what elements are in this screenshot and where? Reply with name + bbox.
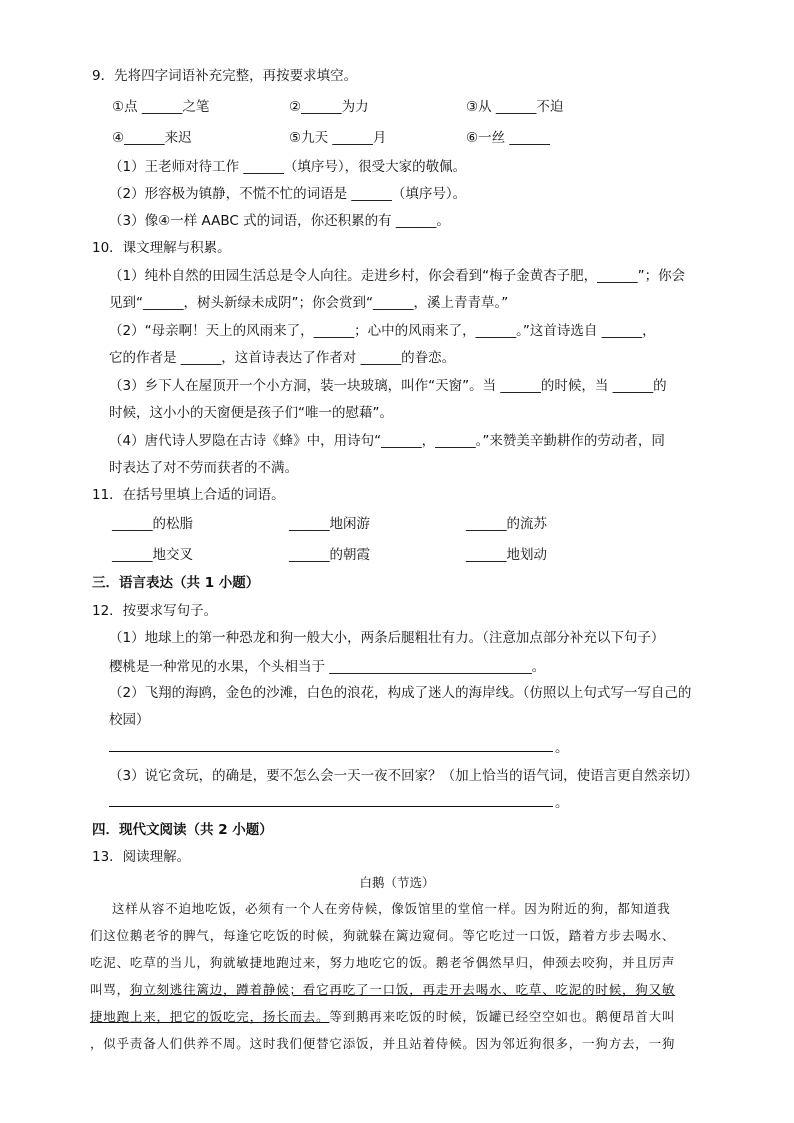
- q9-item-4: ④______来迟: [112, 130, 192, 146]
- q9-sub-3: （3）像④一样 AABC 式的词语，你还积累的有 ______。: [109, 213, 450, 229]
- passage-line-6: ，似乎责备人们供养不周。这时我们便替它添饭，并且站着侍候。因为邻近狗很多，一狗方去，一狗: [90, 1036, 676, 1051]
- q10-sub-1a: （1）纯朴自然的田园生活总是令人向往。走进乡村，你会看到“梅子金黄杏子肥，______”；你会: [109, 268, 686, 284]
- q12-end-mark-2: 。: [555, 795, 569, 811]
- q11-item-6: ______地划动: [466, 547, 547, 563]
- q10-title: 10．课文理解与积累。: [92, 240, 231, 256]
- section-4-heading: 四．现代文阅读（共 2 小题）: [92, 822, 273, 838]
- q11-item-3: ______的流苏: [466, 516, 547, 532]
- q10-sub-3a: （3）乡下人在屋顶开一个小方洞，装一块玻璃，叫作“天窗”。当 ______的时候，当 ______的: [109, 378, 667, 394]
- q10-sub-2a: （2）“母亲啊！天上的风雨来了，______；心中的风雨来了，______。”这首诗选自 ______，: [109, 323, 656, 339]
- passage-line-4: [90, 980, 740, 1000]
- q9-sub-2: （2）形容极为镇静，不慌不忙的词语是 ______（填序号）。: [109, 186, 467, 202]
- q13-title: 13．阅读理解。: [92, 849, 191, 865]
- q12-sub-1a: （1）地球上的第一种恐龙和狗一般大小，两条后腿粗壮有力。（注意加点部分补充以下句子）: [109, 630, 665, 646]
- q12-sub-2b: 校园）: [109, 712, 150, 728]
- q9-sub-1: （1）王老师对待工作 ______（填序号），很受大家的敬佩。: [109, 159, 467, 175]
- passage-line-5: [90, 1007, 740, 1027]
- passage-line-4-start: 叫骂，: [90, 982, 130, 997]
- q11-item-2: ______地闲游: [289, 516, 370, 532]
- passage-line-2: 们这位鹅老爷的脾气，每逢它吃饭的时候，狗就躲在篱边窥伺。等它吃过一口饭，踏着方步去喝水、: [90, 928, 676, 943]
- q11-item-1: ______的松脂: [112, 516, 193, 532]
- q12-end-mark-1: 。: [555, 740, 569, 756]
- q12-title: 12．按要求写句子。: [92, 603, 218, 619]
- q12-sub-1b: 樱桃是一种常见的水果，个头相当于 ______________________________。: [109, 659, 546, 675]
- q12-answer-line-2[interactable]: [109, 806, 553, 807]
- q10-sub-2b: 它的作者是 ______，这首诗表达了作者对 ______的眷恋。: [109, 350, 456, 366]
- q12-sub-2a: （2）飞翔的海鸥，金色的沙滩，白色的浪花，构成了迷人的海岸线。（仿照以上句式写一写自己的: [109, 685, 692, 701]
- q9-item-3: ③从 ______不迫: [466, 99, 564, 115]
- q9-item-6: ⑥一丝 ______: [466, 130, 550, 146]
- q12-answer-line-1[interactable]: [109, 751, 553, 752]
- passage-line-5-rest: 等到鹅再来吃饭的时候，饭罐已经空空如也。鹅便昂首大叫: [329, 1009, 676, 1024]
- q9-item-2: ②______为力: [289, 99, 369, 115]
- passage-title: 白鹅（节选）: [359, 875, 435, 890]
- q12-sub-3: （3）说它贪玩，的确是，要不怎么会一天一夜不回家？（加上恰当的语气词，使语言更自然亲切）: [109, 768, 699, 784]
- q11-item-5: ______的朝霞: [289, 547, 370, 563]
- section-3-heading: 三．语言表达（共 1 小题）: [92, 575, 260, 591]
- passage-underlined-1: 狗立刻逃往篱边，蹲着静候；看它再吃了一口饭，再走开去喝水、吃草、吃泥的时候，狗又敏: [129, 982, 676, 997]
- q11-item-4: ______地交叉: [112, 547, 193, 563]
- passage-line-1: 这样从容不迫地吃饭，必须有一个人在旁侍候，像饭馆里的堂倌一样。因为附近的狗，都知道我: [112, 901, 671, 916]
- passage-underlined-2: 捷地跑上来，把它的饭吃完，扬长而去。: [90, 1009, 330, 1024]
- q9-item-1: ①点 ______之笔: [112, 99, 210, 115]
- q10-sub-3b: 时候，这小小的天窗便是孩子们“唯一的慰藉”。: [109, 405, 393, 421]
- q10-sub-1b: 见到“______，树头新绿未成阴”；你会赏到“______，溪上青青草。”: [109, 295, 509, 311]
- q9-title: 9．先将四字词语补充完整，再按要求填空。: [92, 68, 358, 84]
- q9-item-5: ⑤九天 ______月: [289, 130, 387, 146]
- q11-title: 11．在括号里填上合适的词语。: [92, 487, 285, 503]
- passage-line-3: 吃泥、吃草的当儿，狗就敏捷地跑过来，努力地吃它的饭。鹅老爷偶然早归，伸颈去咬狗，并且厉声: [90, 955, 676, 970]
- q10-sub-4a: （4）唐代诗人罗隐在古诗《蜂》中，用诗句“______，______。”来赞美辛勤耕作的劳动者，同: [109, 433, 665, 449]
- q10-sub-4b: 时表达了对不劳而获者的不满。: [109, 460, 298, 476]
